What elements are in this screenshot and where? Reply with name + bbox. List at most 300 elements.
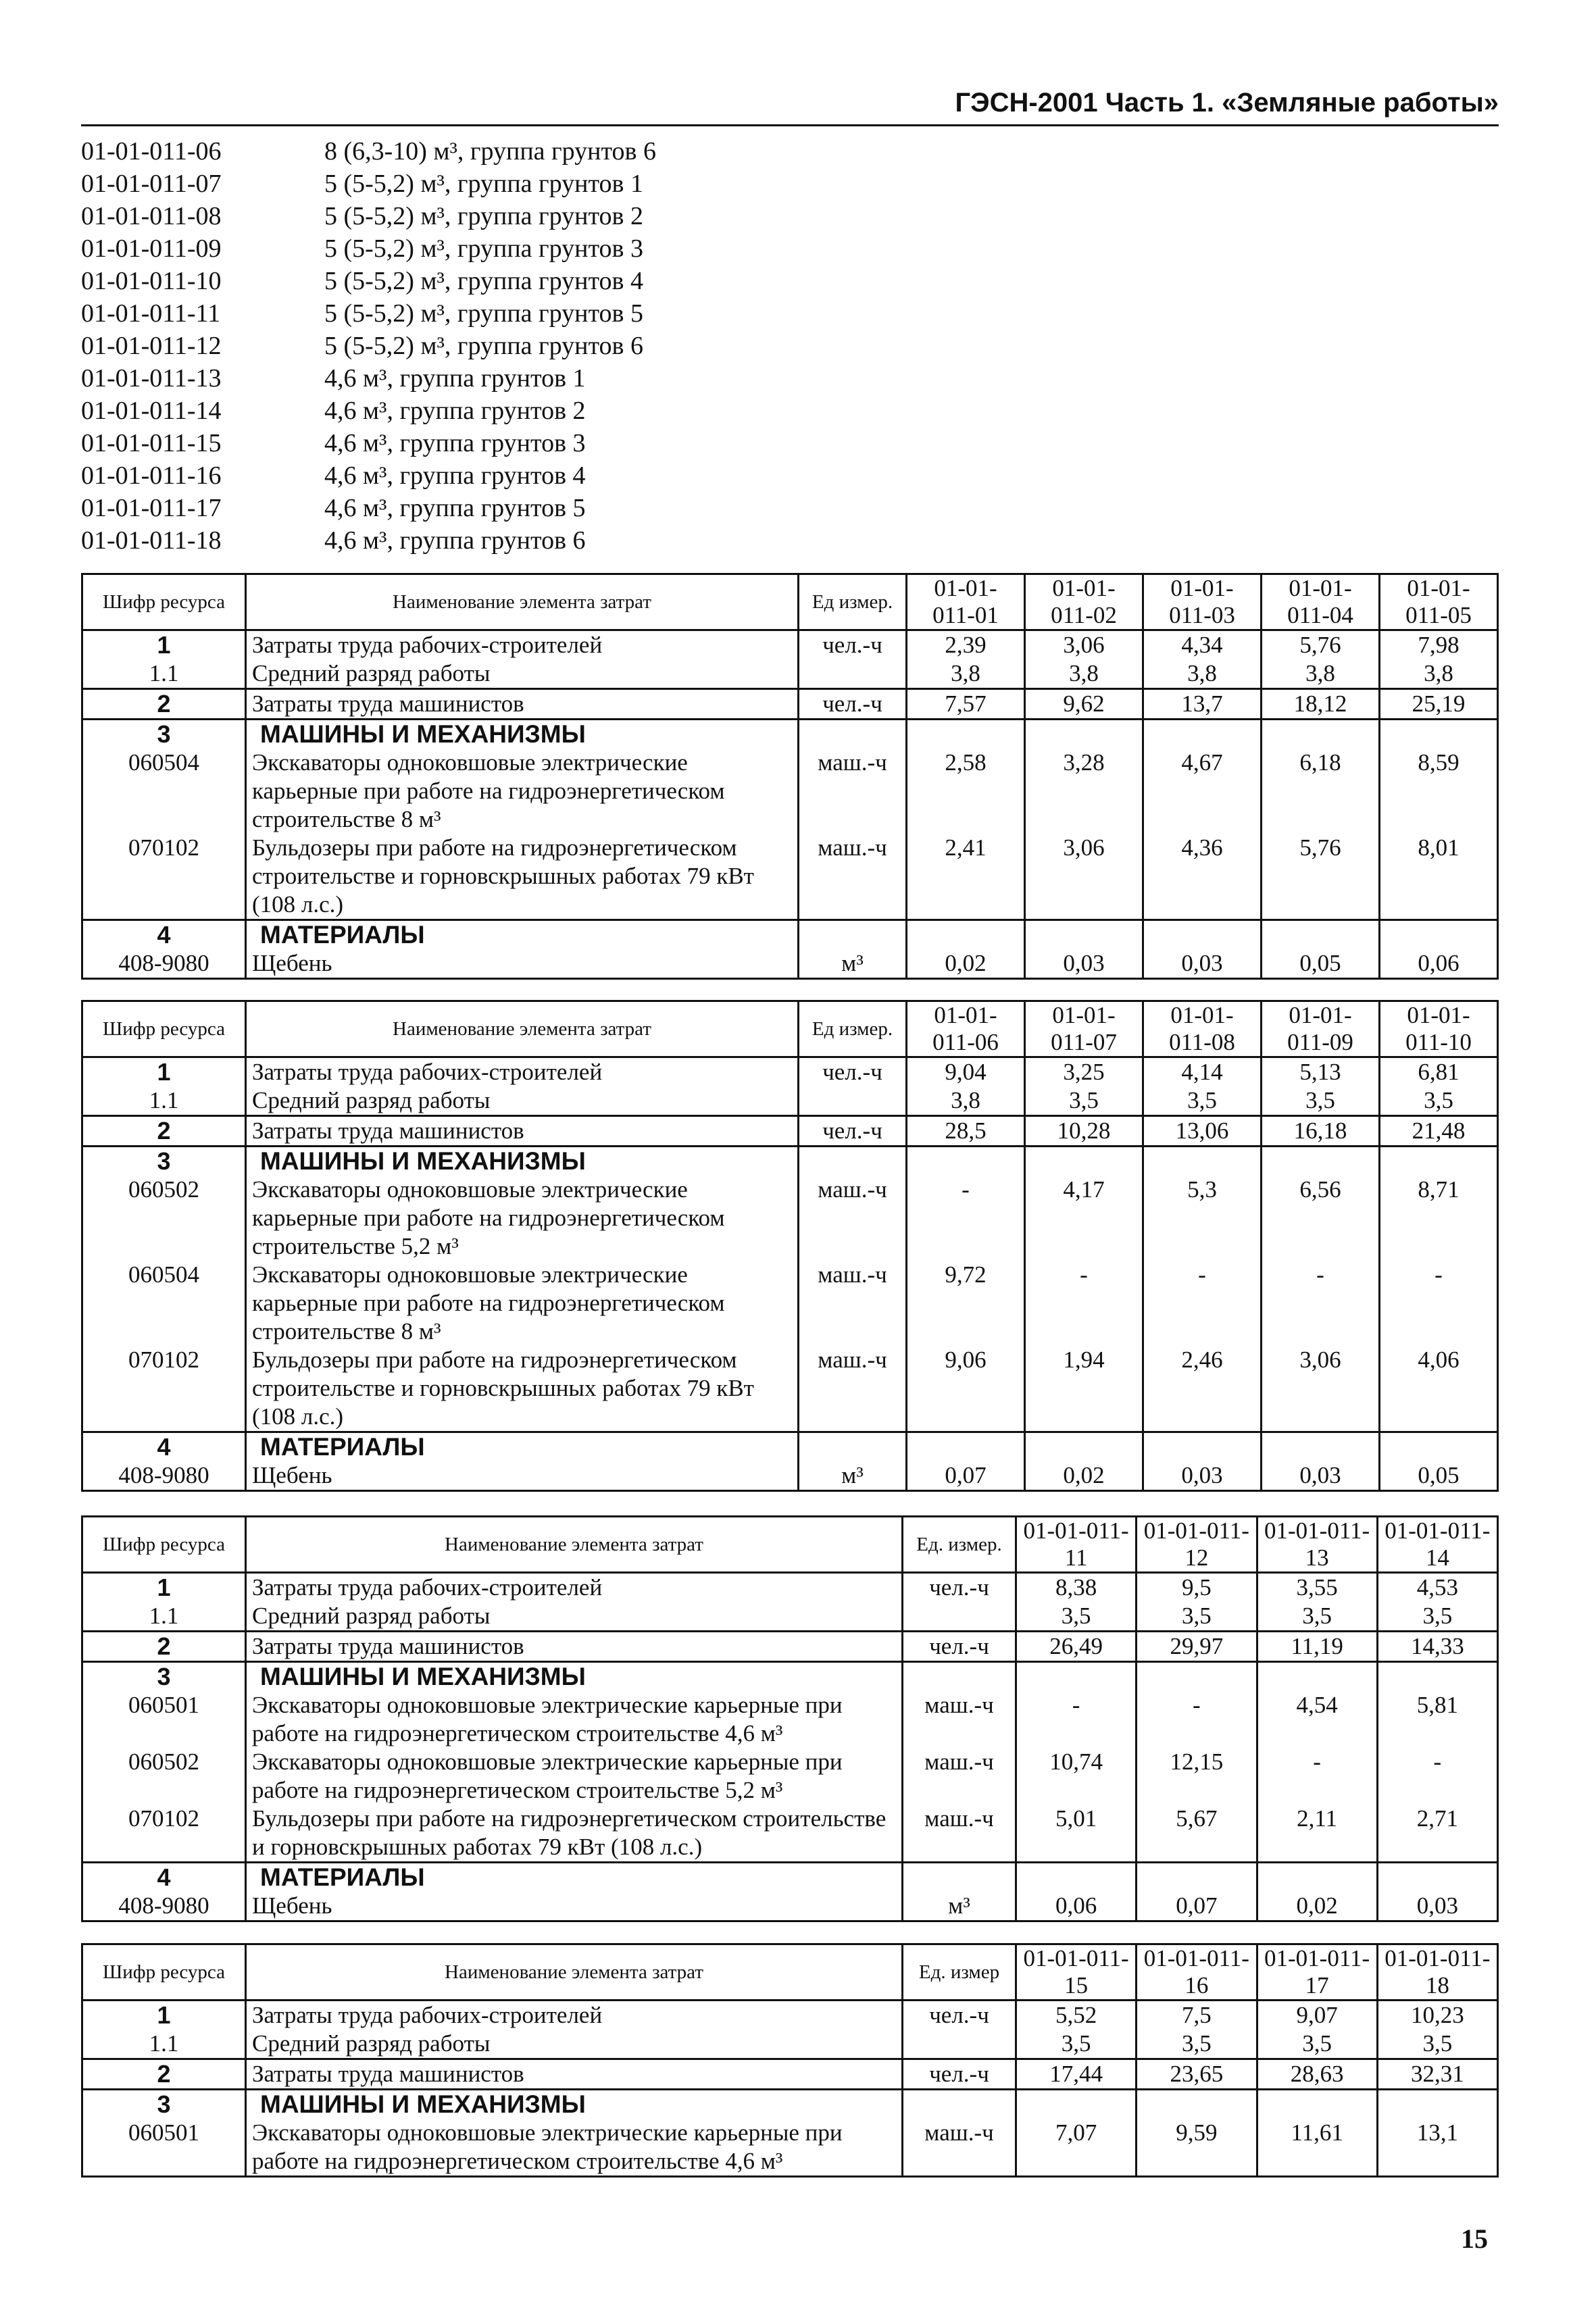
norm-value: 5,3 [1143, 1176, 1262, 1261]
page-number: 15 [1461, 2223, 1488, 2254]
table-row [82, 2001, 1498, 2030]
norm-value: - [1025, 1261, 1143, 1346]
norm-code: 01-01-011-12 [81, 332, 222, 360]
norm-value [1377, 1863, 1497, 1892]
cost-element-name: Экскаваторы одноковшовые электрические карьерные при работе на гидроэнергетическом строительстве 8 м³ [246, 1261, 799, 1346]
norm-value [1380, 1432, 1498, 1462]
cost-element-name: Экскаваторы одноковшовые электрические карьерные при работе на гидроэнергетическом строительстве 5,2 м³ [246, 1748, 903, 1805]
norm-value: 8,59 [1380, 749, 1498, 834]
header-norm-column: 01-01-011-16 [1137, 1944, 1257, 2001]
cost-element-name: Бульдозеры при работе на гидроэнергетическом строительстве и горновскрышных работах 79 кВт (108 л.с.) [246, 834, 799, 920]
norm-value: 9,59 [1137, 2119, 1257, 2177]
cost-element-name: МАШИНЫ И МЕХАНИЗМЫ [246, 2090, 903, 2119]
norm-value: 9,06 [907, 1346, 1025, 1432]
resource-code: 2 [82, 689, 246, 720]
norm-value [907, 720, 1025, 749]
cost-element-name: Средний разряд работы [246, 1602, 903, 1632]
norm-value [1143, 720, 1262, 749]
norm-code: 01-01-011-08 [81, 202, 222, 230]
norm-value: 3,25 [1025, 1057, 1143, 1087]
norm-value [1377, 1662, 1497, 1692]
norm-value: 0,02 [1257, 1892, 1377, 1921]
norm-value [1380, 720, 1498, 749]
header-resource-code: Шифр ресурса [82, 1517, 246, 1573]
norm-value [1016, 2090, 1137, 2119]
table-header-row [82, 1001, 1498, 1057]
resource-code: 4 [82, 920, 246, 950]
cost-element-name: Средний разряд работы [246, 2030, 903, 2059]
norm-value: 3,5 [1016, 1602, 1137, 1632]
resource-code: 2 [82, 2059, 246, 2090]
unit-of-measure: м³ [799, 1461, 907, 1491]
norm-value: 0,05 [1380, 1461, 1498, 1491]
norm-value [1137, 1863, 1257, 1892]
norm-description: 4,6 м³, группа грунтов 4 [324, 461, 586, 490]
norm-value: 8,01 [1380, 834, 1498, 920]
header-unit: Ед. измер [903, 1944, 1016, 2001]
cost-element-name: Экскаваторы одноковшовые электрические карьерные при работе на гидроэнергетическом строительстве 4,6 м³ [246, 1691, 903, 1748]
norm-value: 18,12 [1262, 689, 1380, 720]
norm-value: 32,31 [1377, 2059, 1497, 2090]
unit-of-measure: маш.-ч [799, 1261, 907, 1346]
norm-value: 0,03 [1025, 949, 1143, 979]
code-list-item [81, 459, 656, 492]
unit-of-measure [799, 1147, 907, 1176]
norm-value: 21,48 [1380, 1116, 1498, 1147]
norm-value: 11,61 [1257, 2119, 1377, 2177]
cost-element-name: МАТЕРИАЛЫ [246, 1863, 903, 1892]
norm-value [907, 1432, 1025, 1462]
norm-value: 4,36 [1143, 834, 1262, 920]
norm-value: 5,01 [1016, 1805, 1137, 1863]
code-list-item [81, 168, 656, 200]
norm-value: 7,98 [1380, 630, 1498, 660]
norm-value: 9,04 [907, 1057, 1025, 1087]
header-resource-code: Шифр ресурса [82, 574, 246, 630]
norm-value: 11,19 [1257, 1632, 1377, 1662]
header-resource-code: Шифр ресурса [82, 1001, 246, 1057]
norm-value [1257, 2090, 1377, 2119]
norm-value: 2,41 [907, 834, 1025, 920]
unit-of-measure: чел.-ч [799, 1057, 907, 1087]
cost-element-name: МАТЕРИАЛЫ [246, 920, 799, 950]
norm-value: 5,76 [1262, 834, 1380, 920]
norm-value [1025, 1432, 1143, 1462]
norm-code: 01-01-011-11 [81, 299, 221, 328]
header-norm-column: 01-01-011-08 [1143, 1001, 1262, 1057]
norm-value: 6,56 [1262, 1176, 1380, 1261]
table-row [82, 1116, 1498, 1147]
norm-value: 9,5 [1137, 1573, 1257, 1603]
unit-of-measure: чел.-ч [799, 689, 907, 720]
norm-value: 14,33 [1377, 1632, 1497, 1662]
norm-code: 01-01-011-16 [81, 461, 222, 490]
resource-code: 408-9080 [82, 1461, 246, 1491]
header-cost-element: Наименование элемента затрат [246, 574, 799, 630]
norm-value [1257, 1662, 1377, 1692]
resource-code: 4 [82, 1432, 246, 1462]
norm-value: 4,17 [1025, 1176, 1143, 1261]
section-row [82, 1432, 1498, 1462]
norm-code: 01-01-011-09 [81, 234, 222, 263]
table-row [82, 1261, 1498, 1346]
cost-element-name: Затраты труда рабочих-строителей [246, 1057, 799, 1087]
norm-value [1025, 720, 1143, 749]
norm-value [1377, 2090, 1497, 2119]
norm-value: 9,72 [907, 1261, 1025, 1346]
unit-of-measure [903, 1662, 1016, 1692]
norm-description: 8 (6,3-10) м³, группа грунтов 6 [324, 137, 656, 166]
norm-value: 29,97 [1137, 1632, 1257, 1662]
header-cost-element: Наименование элемента затрат [246, 1517, 903, 1573]
header-norm-column: 01-01-011-02 [1025, 574, 1143, 630]
norm-value: 12,15 [1137, 1748, 1257, 1805]
table-row [82, 2119, 1498, 2177]
cost-element-name: Бульдозеры при работе на гидроэнергетическом строительстве и горновскрышных работах 79 кВт (108 л.с.) [246, 1805, 903, 1863]
header-norm-column: 01-01-011-09 [1262, 1001, 1380, 1057]
header-title: ГЭСН-2001 Часть 1. «Земляные работы» [955, 88, 1499, 118]
unit-of-measure [799, 659, 907, 689]
table-row [82, 1573, 1498, 1603]
resource-code: 2 [82, 1116, 246, 1147]
norm-value [1137, 2090, 1257, 2119]
section-row [82, 920, 1498, 950]
resource-code: 060501 [82, 1691, 246, 1748]
norm-description: 4,6 м³, группа грунтов 2 [324, 397, 586, 425]
norm-value: 3,8 [1143, 659, 1262, 689]
resource-table-4 [81, 1943, 1499, 2178]
resource-code: 4 [82, 1863, 246, 1892]
code-list-item [81, 200, 656, 232]
code-list-item [81, 297, 656, 330]
norm-value: 2,11 [1257, 1805, 1377, 1863]
norm-value: 3,06 [1025, 630, 1143, 660]
norm-value: 26,49 [1016, 1632, 1137, 1662]
header-norm-column: 01-01-011-07 [1025, 1001, 1143, 1057]
norm-value: - [1262, 1261, 1380, 1346]
norm-value [1025, 920, 1143, 950]
cost-element-name: Щебень [246, 1892, 903, 1921]
norm-value [1143, 920, 1262, 950]
header-unit: Ед. измер. [903, 1517, 1016, 1573]
unit-of-measure: чел.-ч [903, 1632, 1016, 1662]
table-row [82, 689, 1498, 720]
norm-value: 7,5 [1137, 2001, 1257, 2030]
resource-code: 1.1 [82, 1602, 246, 1632]
norm-value: - [1137, 1691, 1257, 1748]
header-norm-column: 01-01-011-14 [1377, 1517, 1497, 1573]
norm-value: - [1380, 1261, 1498, 1346]
table-header-row [82, 1517, 1498, 1573]
norm-value: 4,67 [1143, 749, 1262, 834]
header-norm-column: 01-01-011-17 [1257, 1944, 1377, 2001]
resource-code: 408-9080 [82, 949, 246, 979]
norm-value: 0,06 [1380, 949, 1498, 979]
norm-value [1016, 1662, 1137, 1692]
norm-code: 01-01-011-13 [81, 364, 222, 393]
norm-value: 13,7 [1143, 689, 1262, 720]
norm-value: 3,8 [907, 659, 1025, 689]
resource-code: 070102 [82, 1805, 246, 1863]
resource-table-1 [81, 573, 1499, 980]
norm-code: 01-01-011-06 [81, 137, 222, 166]
unit-of-measure: маш.-ч [799, 834, 907, 920]
norm-value: 0,03 [1143, 949, 1262, 979]
header-norm-column: 01-01-011-11 [1016, 1517, 1137, 1573]
norm-value: 7,07 [1016, 2119, 1137, 2177]
resource-code: 060501 [82, 2119, 246, 2177]
norm-value: 2,39 [907, 630, 1025, 660]
norm-description: 5 (5-5,2) м³, группа грунтов 1 [324, 170, 643, 198]
norm-value: - [1377, 1748, 1497, 1805]
norm-value: 28,5 [907, 1116, 1025, 1147]
table-row [82, 2059, 1498, 2090]
header-norm-column: 01-01-011-13 [1257, 1517, 1377, 1573]
norm-value: 3,5 [1257, 2030, 1377, 2059]
norm-value: 8,71 [1380, 1176, 1498, 1261]
header-unit: Ед измер. [799, 574, 907, 630]
resource-code: 1.1 [82, 659, 246, 689]
unit-of-measure: маш.-ч [799, 1176, 907, 1261]
cost-element-name: Затраты труда машинистов [246, 1632, 903, 1662]
cost-element-name: МАШИНЫ И МЕХАНИЗМЫ [246, 720, 799, 749]
norm-value: 3,5 [1137, 1602, 1257, 1632]
cost-element-name: Экскаваторы одноковшовые электрические карьерные при работе на гидроэнергетическом строительстве 8 м³ [246, 749, 799, 834]
resource-code: 3 [82, 1147, 246, 1176]
table-row [82, 1057, 1498, 1087]
resource-code: 070102 [82, 1346, 246, 1432]
table-row [82, 1748, 1498, 1805]
resource-code: 060502 [82, 1176, 246, 1261]
unit-of-measure: маш.-ч [903, 1691, 1016, 1748]
table-row [82, 630, 1498, 660]
cost-element-name: Затраты труда рабочих-строителей [246, 630, 799, 660]
norm-value: 0,03 [1262, 1461, 1380, 1491]
norm-value: 5,67 [1137, 1805, 1257, 1863]
norm-value: 3,5 [1137, 2030, 1257, 2059]
header-norm-column: 01-01-011-03 [1143, 574, 1262, 630]
norm-value: 4,34 [1143, 630, 1262, 660]
cost-element-name: Средний разряд работы [246, 659, 799, 689]
norm-value: 2,71 [1377, 1805, 1497, 1863]
norm-value: 10,28 [1025, 1116, 1143, 1147]
norm-value: 6,81 [1380, 1057, 1498, 1087]
section-row [82, 1863, 1498, 1892]
header-norm-column: 01-01-011-10 [1380, 1001, 1498, 1057]
norm-value [1025, 1147, 1143, 1176]
norm-value [1380, 920, 1498, 950]
cost-element-name: Затраты труда рабочих-строителей [246, 1573, 903, 1603]
norm-value: 3,5 [1016, 2030, 1137, 2059]
unit-of-measure: маш.-ч [903, 1805, 1016, 1863]
code-list-item [81, 524, 656, 557]
norm-value: 0,02 [1025, 1461, 1143, 1491]
unit-of-measure: чел.-ч [799, 630, 907, 660]
table-row [82, 1346, 1498, 1432]
norm-description: 5 (5-5,2) м³, группа грунтов 5 [324, 299, 643, 328]
norm-value: 7,57 [907, 689, 1025, 720]
norm-code: 01-01-011-14 [81, 397, 222, 425]
norm-value: 16,18 [1262, 1116, 1380, 1147]
cost-element-name: МАШИНЫ И МЕХАНИЗМЫ [246, 1147, 799, 1176]
header-norm-column: 01-01-011-18 [1377, 1944, 1497, 2001]
norm-value [1380, 1147, 1498, 1176]
table-header-row [82, 574, 1498, 630]
norm-value: 17,44 [1016, 2059, 1137, 2090]
norm-value: 3,55 [1257, 1573, 1377, 1603]
norm-value: 25,19 [1380, 689, 1498, 720]
norm-value [1262, 1432, 1380, 1462]
code-list-item [81, 232, 656, 265]
code-list-item [81, 427, 656, 459]
unit-of-measure: чел.-ч [903, 2059, 1016, 2090]
norm-description: 4,6 м³, группа грунтов 1 [324, 364, 586, 393]
table-row [82, 834, 1498, 920]
norm-value: 1,94 [1025, 1346, 1143, 1432]
header-norm-column: 01-01-011-12 [1137, 1517, 1257, 1573]
code-list-item [81, 395, 656, 427]
norm-value [907, 1147, 1025, 1176]
norm-value [1262, 720, 1380, 749]
norm-value: 4,06 [1380, 1346, 1498, 1432]
norm-value [1137, 1662, 1257, 1692]
norm-value: 9,62 [1025, 689, 1143, 720]
table-row [82, 1805, 1498, 1863]
norm-value: 3,8 [1025, 659, 1143, 689]
cost-element-name: Щебень [246, 949, 799, 979]
norm-value: 0,06 [1016, 1892, 1137, 1921]
resource-table-2 [81, 1000, 1499, 1492]
header-resource-code: Шифр ресурса [82, 1944, 246, 2001]
unit-of-measure: маш.-ч [903, 1748, 1016, 1805]
table-row [82, 1892, 1498, 1921]
norm-value: - [907, 1176, 1025, 1261]
norm-value: 5,81 [1377, 1691, 1497, 1748]
norm-description: 5 (5-5,2) м³, группа грунтов 4 [324, 267, 643, 295]
header-unit: Ед измер. [799, 1001, 907, 1057]
table-row [82, 1461, 1498, 1491]
norm-value: 3,5 [1377, 1602, 1497, 1632]
norm-value: 13,06 [1143, 1116, 1262, 1147]
norm-value [1262, 920, 1380, 950]
section-row [82, 1662, 1498, 1692]
header-norm-column: 01-01-011-05 [1380, 574, 1498, 630]
norm-value: 3,5 [1025, 1086, 1143, 1116]
code-list-item [81, 362, 656, 395]
norm-code: 01-01-011-10 [81, 267, 222, 295]
norm-value: 3,5 [1257, 1602, 1377, 1632]
norm-value: 0,02 [907, 949, 1025, 979]
norm-value: 3,5 [1377, 2030, 1497, 2059]
cost-element-name: Затраты труда машинистов [246, 689, 799, 720]
norm-value: 3,8 [1380, 659, 1498, 689]
norm-value: 4,54 [1257, 1691, 1377, 1748]
norm-value [1143, 1147, 1262, 1176]
norm-value: 0,05 [1262, 949, 1380, 979]
resource-code: 1 [82, 2001, 246, 2030]
table-row [82, 2030, 1498, 2059]
norm-value: - [1257, 1748, 1377, 1805]
section-row [82, 1147, 1498, 1176]
norm-value: 13,1 [1377, 2119, 1497, 2177]
norm-code: 01-01-011-17 [81, 494, 222, 522]
section-row [82, 2090, 1498, 2119]
code-list-item [81, 330, 656, 362]
unit-of-measure [799, 920, 907, 950]
norm-value: 3,06 [1025, 834, 1143, 920]
norm-value: 4,14 [1143, 1057, 1262, 1087]
table-row [82, 1632, 1498, 1662]
norm-value: 3,8 [907, 1086, 1025, 1116]
norm-value [1262, 1147, 1380, 1176]
code-list-item [81, 492, 656, 524]
norm-value: 3,5 [1262, 1086, 1380, 1116]
code-list-item [81, 265, 656, 297]
norm-code: 01-01-011-15 [81, 429, 222, 457]
resource-code: 060504 [82, 1261, 246, 1346]
cost-element-name: Затраты труда машинистов [246, 2059, 903, 2090]
table-row [82, 949, 1498, 979]
resource-code: 1.1 [82, 2030, 246, 2059]
table-row [82, 749, 1498, 834]
header-norm-column: 01-01-011-04 [1262, 574, 1380, 630]
norm-value: 3,06 [1262, 1346, 1380, 1432]
section-row [82, 720, 1498, 749]
norm-value: 9,07 [1257, 2001, 1377, 2030]
norm-value: 3,5 [1380, 1086, 1498, 1116]
resource-code: 3 [82, 2090, 246, 2119]
norm-value: - [1016, 1691, 1137, 1748]
unit-of-measure: маш.-ч [799, 1346, 907, 1432]
norm-description: 4,6 м³, группа грунтов 3 [324, 429, 586, 457]
norm-value: 0,03 [1377, 1892, 1497, 1921]
resource-code: 1.1 [82, 1086, 246, 1116]
norm-value: 6,18 [1262, 749, 1380, 834]
norm-value: 5,52 [1016, 2001, 1137, 2030]
norm-code: 01-01-011-07 [81, 170, 222, 198]
unit-of-measure [799, 1086, 907, 1116]
norm-value [1143, 1432, 1262, 1462]
resource-code: 3 [82, 720, 246, 749]
norm-value: 5,76 [1262, 630, 1380, 660]
cost-element-name: Щебень [246, 1461, 799, 1491]
norm-value: 3,5 [1143, 1086, 1262, 1116]
norm-value: 0,03 [1143, 1461, 1262, 1491]
resource-code: 1 [82, 1057, 246, 1087]
table-row [82, 1086, 1498, 1116]
cost-element-name: МАШИНЫ И МЕХАНИЗМЫ [246, 1662, 903, 1692]
cost-element-name: Экскаваторы одноковшовые электрические карьерные при работе на гидроэнергетическом строительстве 4,6 м³ [246, 2119, 903, 2177]
norm-value: 2,58 [907, 749, 1025, 834]
norm-description: 4,6 м³, группа грунтов 5 [324, 494, 586, 522]
cost-element-name: Бульдозеры при работе на гидроэнергетическом строительстве и горновскрышных работах 79 кВт (108 л.с.) [246, 1346, 799, 1432]
table-header-row [82, 1944, 1498, 2001]
norm-value [1016, 1863, 1137, 1892]
table-row [82, 659, 1498, 689]
norm-value: 23,65 [1137, 2059, 1257, 2090]
norm-code-list [81, 135, 656, 557]
header-norm-column: 01-01-011-06 [907, 1001, 1025, 1057]
cost-element-name: Затраты труда машинистов [246, 1116, 799, 1147]
norm-value: 3,8 [1262, 659, 1380, 689]
norm-value: 4,53 [1377, 1573, 1497, 1603]
unit-of-measure [903, 2030, 1016, 2059]
table-row [82, 1176, 1498, 1261]
page-header [81, 81, 1499, 126]
unit-of-measure [903, 2090, 1016, 2119]
header-norm-column: 01-01-011-15 [1016, 1944, 1137, 2001]
resource-code: 3 [82, 1662, 246, 1692]
